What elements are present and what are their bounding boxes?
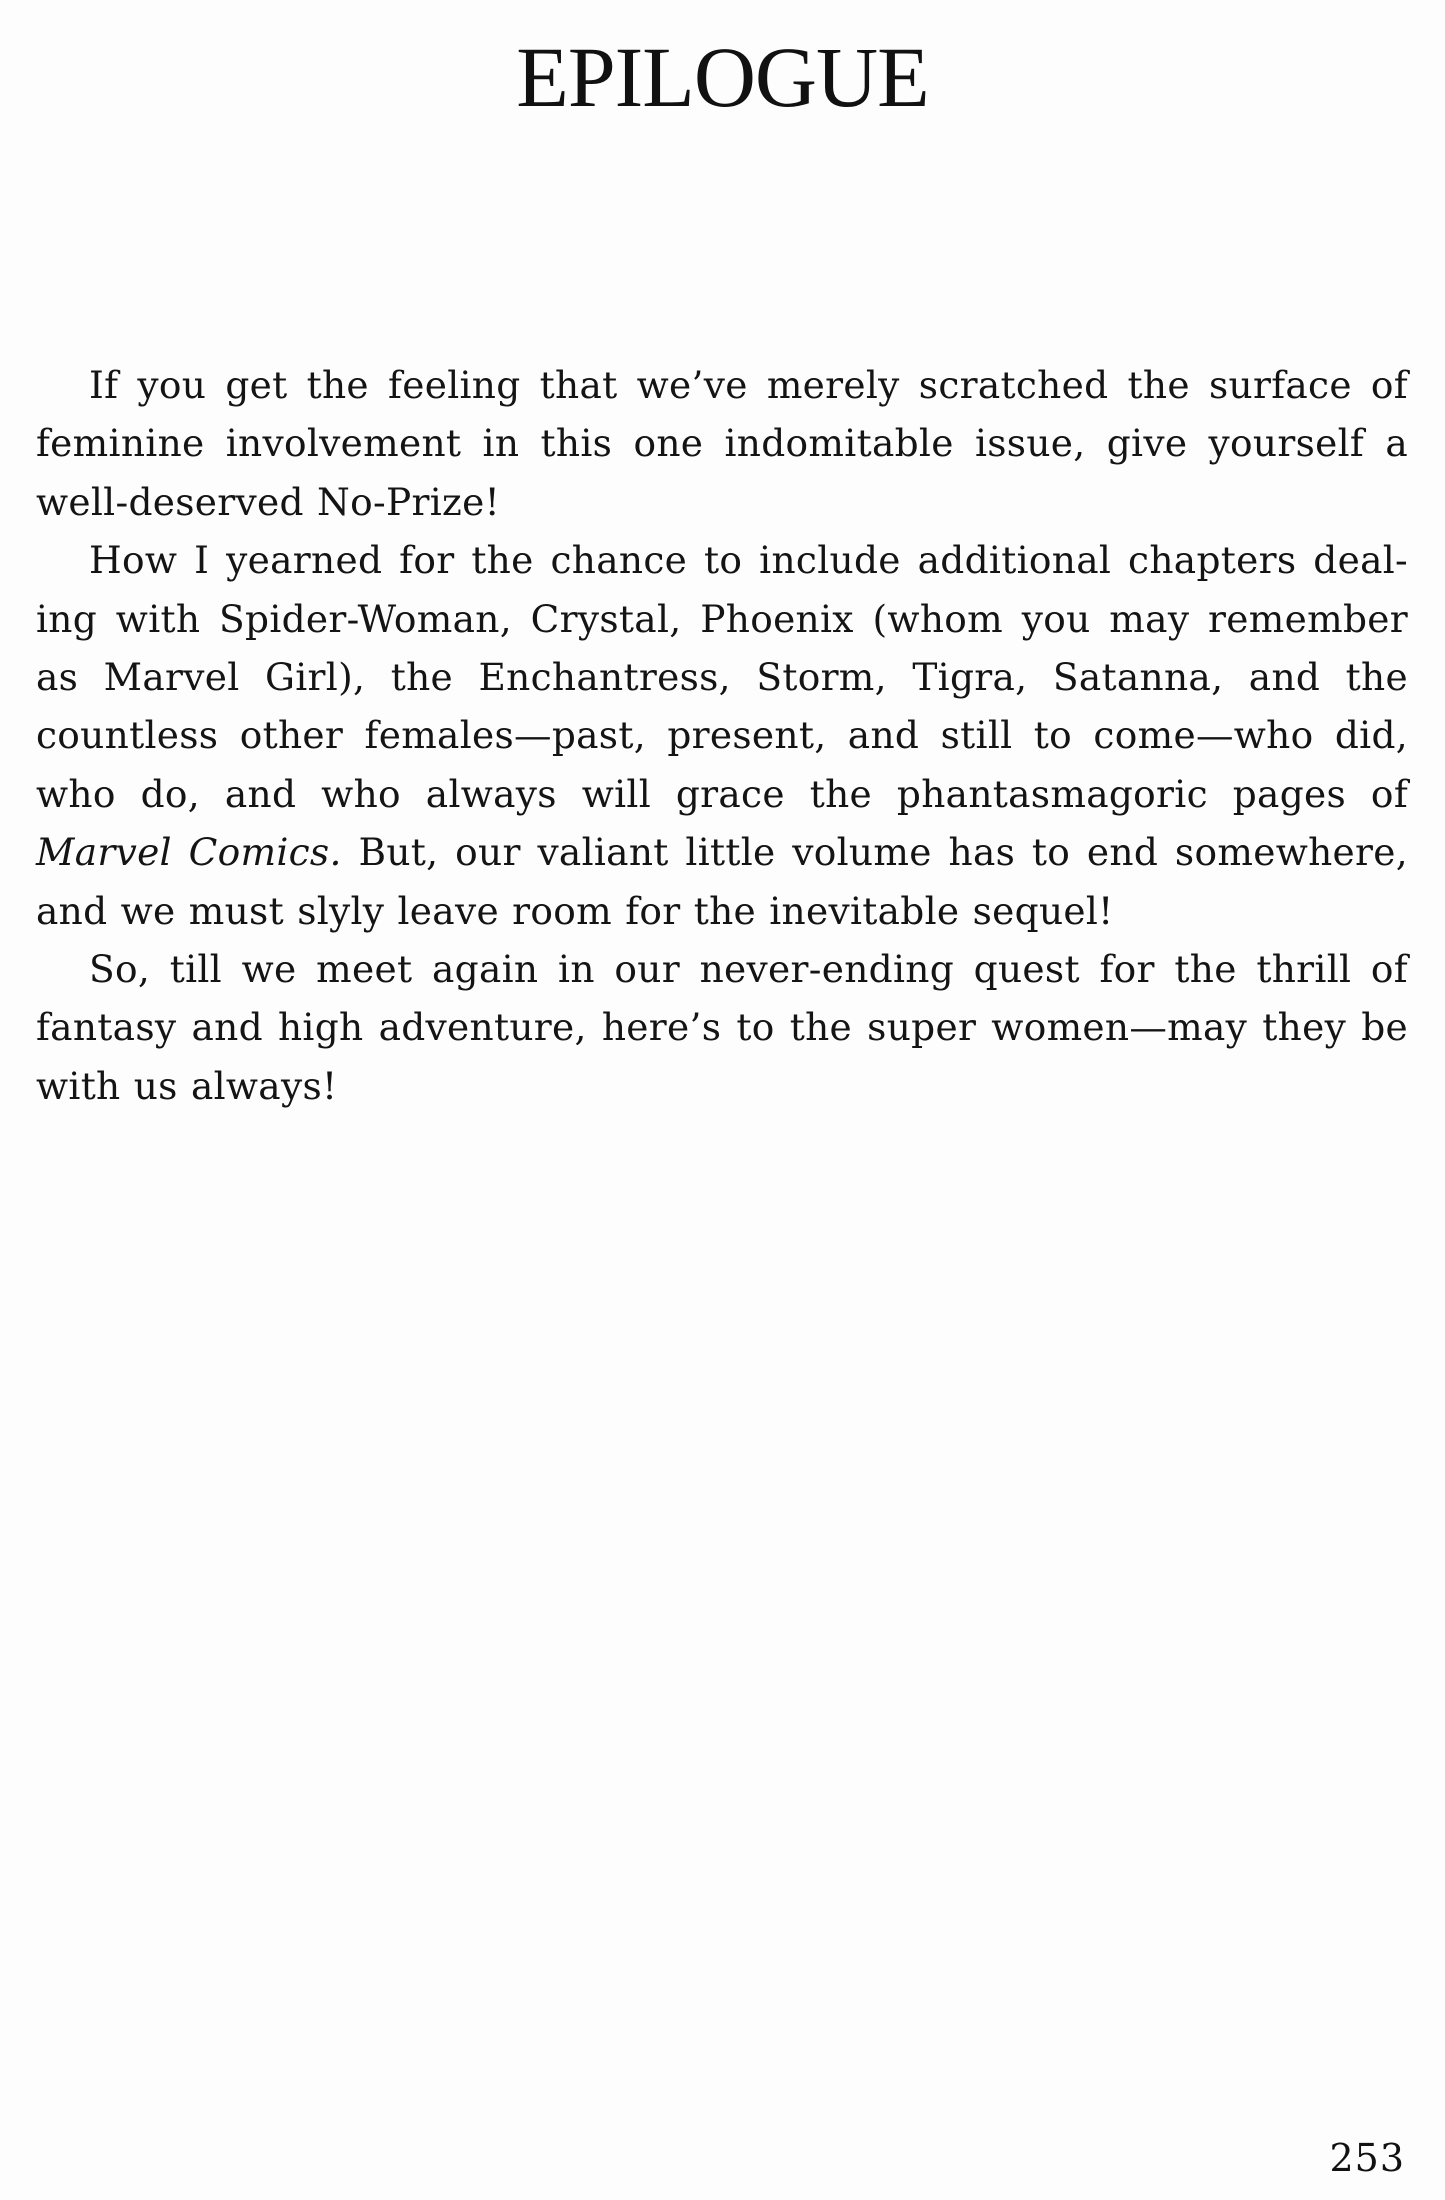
text-line: well-deserved No-Prize!: [36, 479, 500, 524]
text-line: countless other females—past, present, and still to come—who did,: [36, 713, 1408, 758]
page-title: EPILOGUE: [516, 29, 929, 125]
text-fragment: But, our valiant little volume has to end somewhere,: [341, 830, 1408, 875]
text-line: with us always!: [36, 1063, 338, 1108]
text-line: If you get the feeling that we’ve merely scratched the surface of: [89, 363, 1408, 407]
text-line: [36, 823, 1408, 881]
text-line: How I yearned for the chance to include additional chapters deal-: [89, 538, 1408, 583]
page-number: 253: [1329, 2136, 1405, 2180]
body-text: [36, 356, 1408, 1115]
text-line: fantasy and high adventure, here’s to the super women—may they be: [36, 1005, 1408, 1050]
text-line: and we must slyly leave room for the inevitable sequel!: [36, 888, 1114, 933]
text-line: who do, and who always will grace the phantasmagoric pages of: [36, 771, 1408, 816]
italic-title: Marvel Comics.: [36, 830, 342, 875]
text-line: ing with Spider-Woman, Crystal, Phoenix (whom you may remember: [36, 596, 1408, 641]
text-line: as Marvel Girl), the Enchantress, Storm, Tigra, Satanna, and the: [36, 655, 1408, 700]
text-line: feminine involvement in this one indomitable issue, give yourself a: [36, 421, 1408, 466]
paragraph-2: [36, 531, 1408, 940]
paragraph-3: [36, 940, 1408, 1115]
paragraph-1: [36, 356, 1408, 531]
text-line: So, till we meet again in our never-ending quest for the thrill of: [89, 947, 1408, 992]
